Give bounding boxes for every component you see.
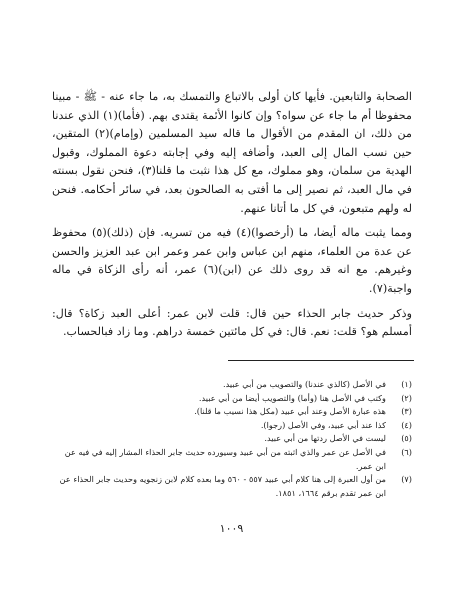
main-text — [52, 88, 412, 342]
footnote-number: (١) — [401, 379, 412, 389]
footnote — [52, 419, 412, 433]
footnote-number: (٤) — [401, 419, 412, 430]
footnote — [52, 392, 412, 406]
footnote-number: (٣) — [401, 406, 412, 417]
footnote — [52, 473, 412, 500]
footnote-text: ليست في الأصل ردتها من أبي عبيد. — [264, 433, 386, 444]
footnote-number: (٢) — [401, 392, 412, 403]
footnote-separator — [228, 360, 414, 361]
body-paragraph: الصحابة والتابعين. فأيها كان أولى بالاتباع والتمسك به، ما جاء عنه - ﷺ - مبينا محفوظا أم ما جاء عن سواه؟ وإن كانوا الأئمة يقتدى بهم. (فأما)(١) الذي عندنا من ذلك، ان المقدم من الأقوال ما قاله سيد المسلمين (وإمام)(٢) المتقين، حين نسب المال إلى العبد، وأضافه إليه وفي إجابته دعوة المملوك، وقبول الهدية من سلمان، وهو مملوك، مع كل هذا نثبت ما قلنا(٣)، فنحن نقول بسنته في مال العبد، ثم نصير إلى ما أفتى به الصالحون بعد، في سائر أحكامه. فنحن له ولهم متبعون، في كل ما أتانا عنهم. — [52, 90, 412, 215]
footnote-number: (٦) — [401, 446, 412, 457]
footnote — [52, 378, 412, 392]
footnote — [52, 446, 412, 473]
body-paragraph: وذكر حديث جابر الحذاء حين قال: قلت لابن عمر: أعلى العبد زكاة؟ قال: أمسلم هو؟ قلت: نعم. قال: في كل مائتين خمسة دراهم. وما زاد فبالحساب. — [52, 306, 412, 339]
footnotes — [52, 378, 412, 500]
footnote — [52, 405, 412, 419]
footnote-text: في الأصل (كالذي عندنا) والتصويب من أبي عبيد. — [222, 379, 386, 389]
body-paragraph: ومما يثبت ماله أيضا، ما (أرخصوا)(٤) فيه من تسريه. فإن (ذلك)(٥) محفوظ عن عدة من العلماء، منهم ابن عباس وابن عمر وعمر ابن عبد العزيز والحسن وغيرهم. مع انه قد روى ذلك عن (ابن)(٦) عمر، أنه رأى الزكاة في ماله واجبة(٧). — [52, 226, 413, 295]
footnote-number: (٥) — [401, 433, 412, 444]
footnote-text: هذه عبارة الأصل وعند أبي عبيد (مكل هذا نسيب ما قلنا). — [194, 406, 386, 417]
footnote-text: في الأصل عن عمر والذي اثبته من أبي عبيد وسيورده حديث جابر الحذاء المشار إليه في فيه عن ابن عمر. — [64, 446, 386, 471]
footnote-text: وكتب في الأصل هنا (وأما) والتصويب أيضا من أبي عبيد. — [198, 392, 386, 403]
page-number: ١٠٠٩ — [219, 522, 244, 535]
footnote-number: (٧) — [401, 474, 412, 485]
footnote-text: كذا عند أبي عبيد، وفي الأصل (رجوا). — [260, 419, 386, 430]
footnote-text: من أول العبرة إلى هنا كلام أبي عبيد ٥٥٧ - ٥٦٠ وما بعده كلام لابن زنجويه وحديث جابر الحذاء عن ابن عمر تقدم برقم ١٦٦٤، ١٨٥١. — [59, 474, 386, 498]
footnote — [52, 432, 412, 446]
